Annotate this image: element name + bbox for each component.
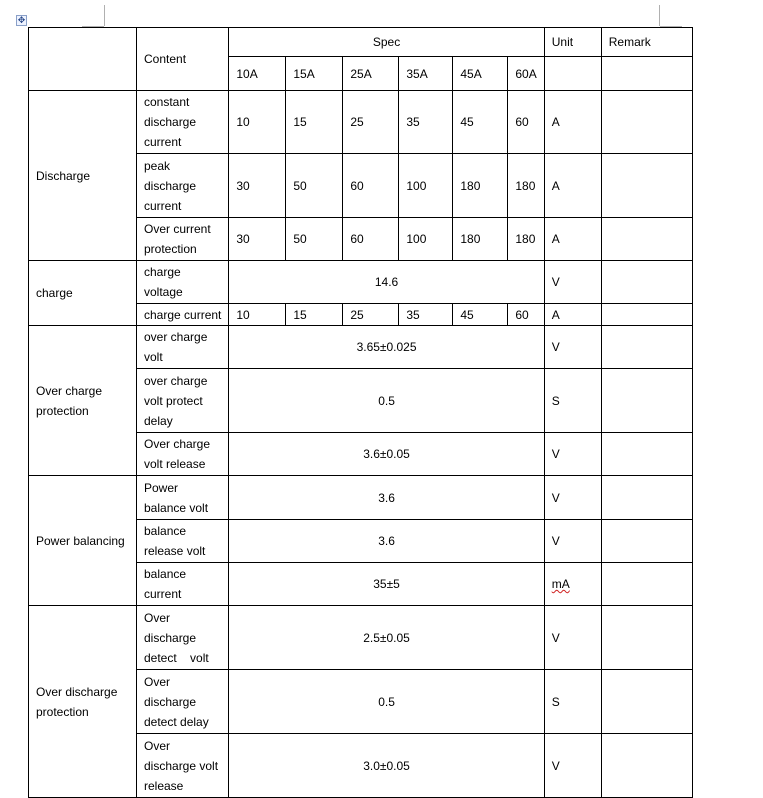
merged-value-cell: 35±5: [229, 563, 544, 606]
value-cell: 25: [343, 304, 399, 326]
remark-cell: [601, 476, 692, 520]
table-move-handle-icon[interactable]: ✥: [17, 15, 26, 25]
value-cell: 30: [229, 218, 286, 261]
row-content: charge current: [137, 304, 229, 326]
value-cell: 60: [343, 218, 399, 261]
remark-cell: [601, 369, 692, 433]
remark-cell: [601, 670, 692, 734]
group-label-over-charge: Over charge protection: [29, 326, 137, 476]
merged-value-cell: 3.65±0.025: [229, 326, 544, 369]
value-cell: 100: [399, 154, 453, 218]
value-cell: 180: [508, 218, 544, 261]
row-content: Power balance volt: [137, 476, 229, 520]
merged-value-cell: 0.5: [229, 369, 544, 433]
unit-cell: V: [544, 326, 601, 369]
remark-cell: [601, 326, 692, 369]
remark-cell: [601, 563, 692, 606]
remark-cell: [601, 154, 692, 218]
value-cell: 10: [229, 304, 286, 326]
unit-cell: [544, 563, 601, 606]
unit-cell: V: [544, 261, 601, 304]
header-spec: Spec: [229, 28, 544, 57]
value-cell: 35: [399, 91, 453, 154]
merged-value-cell: 3.6: [229, 520, 544, 563]
merged-value-cell: 2.5±0.05: [229, 606, 544, 670]
unit-text: mA: [551, 577, 570, 591]
unit-cell: V: [544, 734, 601, 798]
header-unit-empty: [544, 57, 601, 91]
unit-cell: V: [544, 476, 601, 520]
row-content: charge voltage: [137, 261, 229, 304]
remark-cell: [601, 304, 692, 326]
value-cell: 180: [453, 218, 508, 261]
value-cell: 45: [453, 304, 508, 326]
unit-cell: V: [544, 520, 601, 563]
value-cell: 35: [399, 304, 453, 326]
row-content: constant discharge current: [137, 91, 229, 154]
header-current-15a: 15A: [286, 57, 343, 91]
spec-table: [28, 27, 693, 798]
remark-cell: [601, 520, 692, 563]
header-content: Content: [137, 28, 229, 91]
row-content: over charge volt protect delay: [137, 369, 229, 433]
value-cell: 10: [229, 91, 286, 154]
row-content: Over charge volt release: [137, 433, 229, 476]
unit-cell: S: [544, 369, 601, 433]
row-content: Over discharge detect delay: [137, 670, 229, 734]
row-content: over charge volt: [137, 326, 229, 369]
remark-cell: [601, 218, 692, 261]
unit-cell: V: [544, 433, 601, 476]
row-content: Over current protection: [137, 218, 229, 261]
unit-cell: S: [544, 670, 601, 734]
remark-cell: [601, 734, 692, 798]
header-current-60a: 60A: [508, 57, 544, 91]
remark-cell: [601, 261, 692, 304]
value-cell: 60: [508, 304, 544, 326]
value-cell: 25: [343, 91, 399, 154]
crop-mark-right-vertical: [659, 5, 660, 26]
value-cell: 180: [508, 154, 544, 218]
merged-value-cell: 0.5: [229, 670, 544, 734]
merged-value-cell: 14.6: [229, 261, 544, 304]
unit-cell: A: [544, 218, 601, 261]
row-content: peak discharge current: [137, 154, 229, 218]
group-label-charge: charge: [29, 261, 137, 326]
remark-cell: [601, 91, 692, 154]
value-cell: 60: [343, 154, 399, 218]
row-content: Over discharge detect volt: [137, 606, 229, 670]
unit-cell: A: [544, 154, 601, 218]
value-cell: 15: [286, 91, 343, 154]
header-current-45a: 45A: [453, 57, 508, 91]
value-cell: 50: [286, 218, 343, 261]
value-cell: 50: [286, 154, 343, 218]
row-content: balance release volt: [137, 520, 229, 563]
header-remark-empty: [601, 57, 692, 91]
header-current-25a: 25A: [343, 57, 399, 91]
group-label-balancing: Power balancing: [29, 476, 137, 606]
header-empty-cell: [29, 28, 137, 91]
header-current-35a: 35A: [399, 57, 453, 91]
group-label-discharge: Discharge: [29, 91, 137, 261]
header-unit: Unit: [544, 28, 601, 57]
unit-cell: A: [544, 91, 601, 154]
row-content: balance current: [137, 563, 229, 606]
value-cell: 180: [453, 154, 508, 218]
remark-cell: [601, 433, 692, 476]
merged-value-cell: 3.6±0.05: [229, 433, 544, 476]
value-cell: 60: [508, 91, 544, 154]
remark-cell: [601, 606, 692, 670]
header-current-10a: 10A: [229, 57, 286, 91]
value-cell: 100: [399, 218, 453, 261]
crop-mark-left-vertical: [104, 5, 105, 26]
merged-value-cell: 3.0±0.05: [229, 734, 544, 798]
row-content: Over discharge volt release: [137, 734, 229, 798]
unit-cell: A: [544, 304, 601, 326]
value-cell: 15: [286, 304, 343, 326]
value-cell: 45: [453, 91, 508, 154]
group-label-over-discharge: Over discharge protection: [29, 606, 137, 798]
header-remark: Remark: [601, 28, 692, 57]
value-cell: 30: [229, 154, 286, 218]
merged-value-cell: 3.6: [229, 476, 544, 520]
unit-cell: V: [544, 606, 601, 670]
